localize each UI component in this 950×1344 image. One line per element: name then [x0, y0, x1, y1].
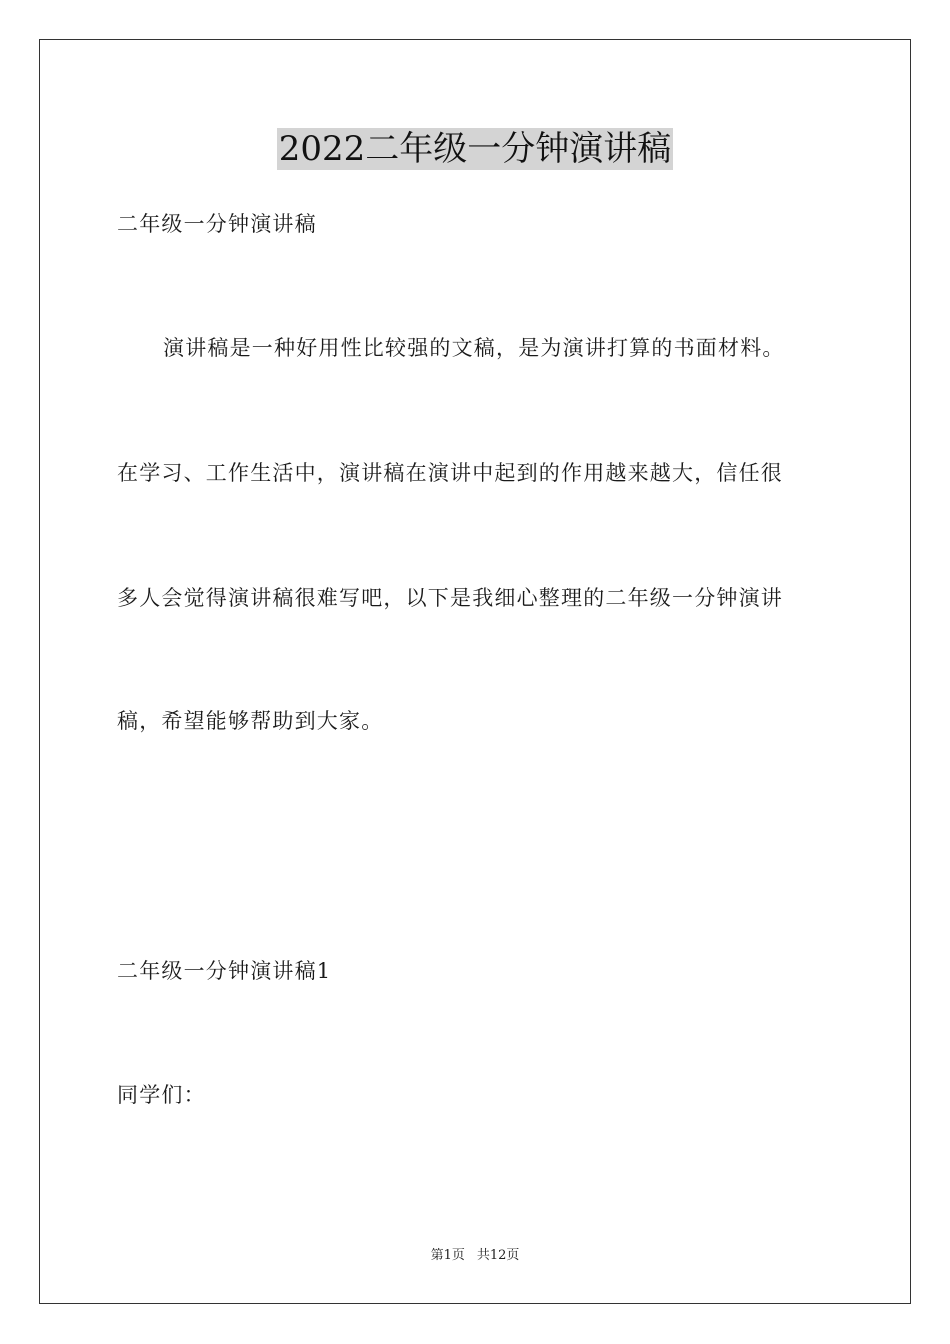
document-subtitle: 二年级一分钟演讲稿	[117, 212, 317, 236]
title-container	[0, 128, 950, 170]
page-total: 共12页	[476, 1248, 520, 1263]
page-number: 第1页	[430, 1248, 465, 1263]
paragraph-line-1: 演讲稿是一种好用性比较强的文稿，是为演讲打算的书面材料。	[163, 336, 785, 360]
paragraph-line-2: 在学习、工作生活中，演讲稿在演讲中起到的作用越来越大，信任很	[117, 461, 783, 485]
document-title: 2022二年级一分钟演讲稿	[278, 129, 672, 169]
page-footer	[0, 1247, 950, 1265]
section-heading: 二年级一分钟演讲稿1	[117, 959, 332, 983]
greeting-line: 同学们：	[117, 1083, 206, 1107]
paragraph-line-4: 稿，希望能够帮助到大家。	[117, 709, 384, 733]
paragraph-line-3: 多人会觉得演讲稿很难写吧，以下是我细心整理的二年级一分钟演讲	[117, 586, 783, 610]
